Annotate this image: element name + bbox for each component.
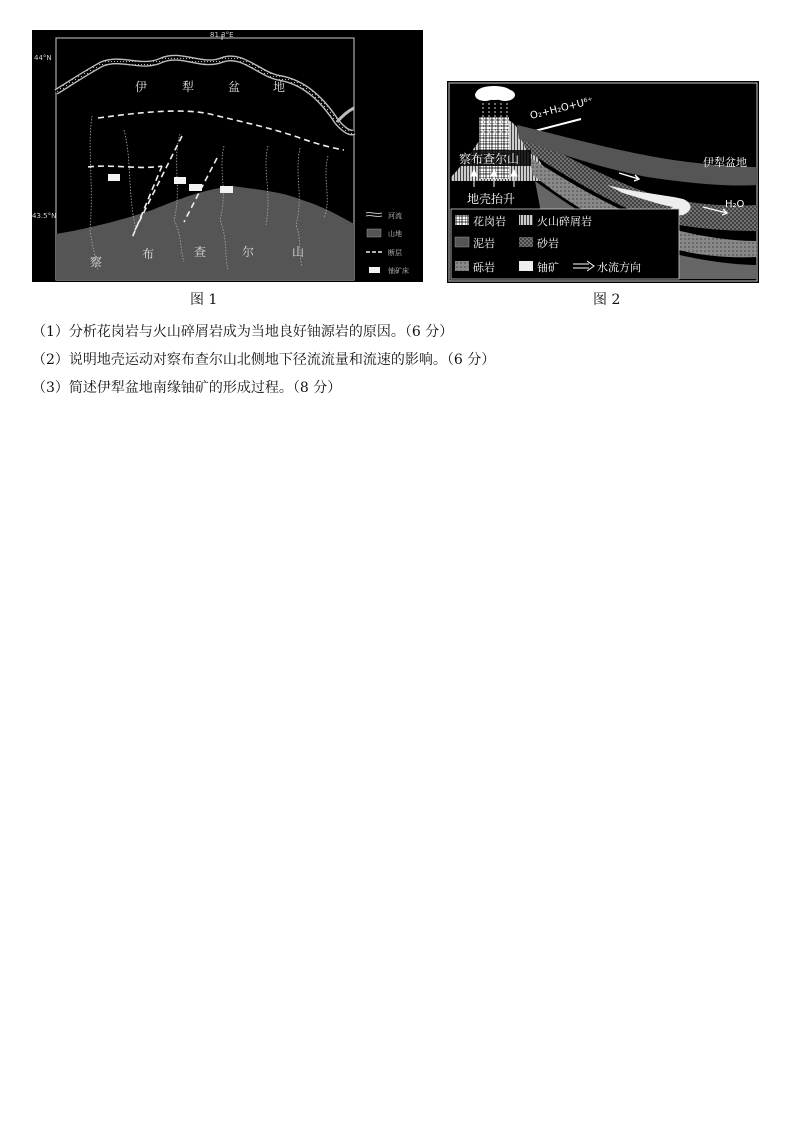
lat-north-label: 44°N [34, 54, 52, 62]
mountain-label: 察布查尔山 [459, 152, 520, 166]
legend-deposit-label: 铀矿床 [388, 267, 409, 275]
basin-char-2: 犁 [182, 80, 195, 94]
legend-sandstone-label: 砂岩 [537, 237, 559, 250]
figure-2-caption: 图 2 [593, 292, 621, 308]
legend-mountain-label: 山地 [388, 230, 402, 238]
mountain-char-3: 查 [194, 245, 207, 259]
lat-south-label: 43.5°N [32, 212, 57, 220]
figure-2-svg [447, 81, 759, 283]
legend-river-label: 河流 [388, 212, 402, 220]
mountain-char-1: 察 [90, 255, 103, 269]
uranium-deposit-1 [108, 174, 120, 181]
figure-2-section [447, 81, 759, 283]
question-2: （2）说明地壳运动对察布查尔山北侧地下径流流量和流速的影响。（6 分） [32, 352, 496, 368]
longitude-label: 81.3°E [210, 31, 234, 39]
uplift-label: 地壳抬升 [467, 192, 516, 206]
fault-1 [98, 111, 344, 150]
main-river [56, 58, 354, 133]
formula-label: O₂+H₂O+U⁶⁺ [529, 95, 595, 122]
figure-1-map [32, 30, 423, 282]
figure-1-caption: 图 1 [190, 292, 218, 308]
basin-char-4: 地 [273, 80, 286, 94]
basin-char-1: 伊 [135, 80, 148, 94]
legend-uranium-label: 铀矿 [537, 261, 559, 274]
basin-label: 伊犁盆地 [703, 156, 747, 169]
fault-2 [88, 166, 162, 167]
question-3: （3）简述伊犁盆地南缘铀矿的形成过程。（8 分） [32, 380, 342, 396]
mountain-char-5: 山 [292, 245, 305, 259]
legend-flow-label: 水流方向 [597, 261, 641, 274]
uranium-deposit-3 [189, 184, 202, 191]
basin-char-3: 盆 [228, 80, 241, 94]
water-label: H₂O [725, 199, 745, 210]
uranium-deposit-2 [174, 177, 186, 184]
uranium-deposit-4 [220, 186, 233, 193]
stream-2 [124, 130, 136, 230]
mountain-char-4: 尔 [242, 245, 255, 259]
legend-gravel-label: 砾岩 [473, 261, 495, 274]
legend-granite-label: 花岗岩 [473, 215, 506, 228]
legend-volcanic-label: 火山碎屑岩 [537, 215, 592, 228]
legend-fault-label: 断层 [388, 249, 402, 257]
mountain-char-2: 布 [142, 247, 155, 261]
figure-1-svg [32, 30, 423, 282]
figure-2-legend [451, 209, 679, 279]
legend-mudstone-label: 泥岩 [473, 237, 495, 250]
figure-1-legend [366, 211, 409, 275]
question-1: （1）分析花岗岩与火山碎屑岩成为当地良好铀源岩的原因。（6 分） [32, 324, 454, 340]
